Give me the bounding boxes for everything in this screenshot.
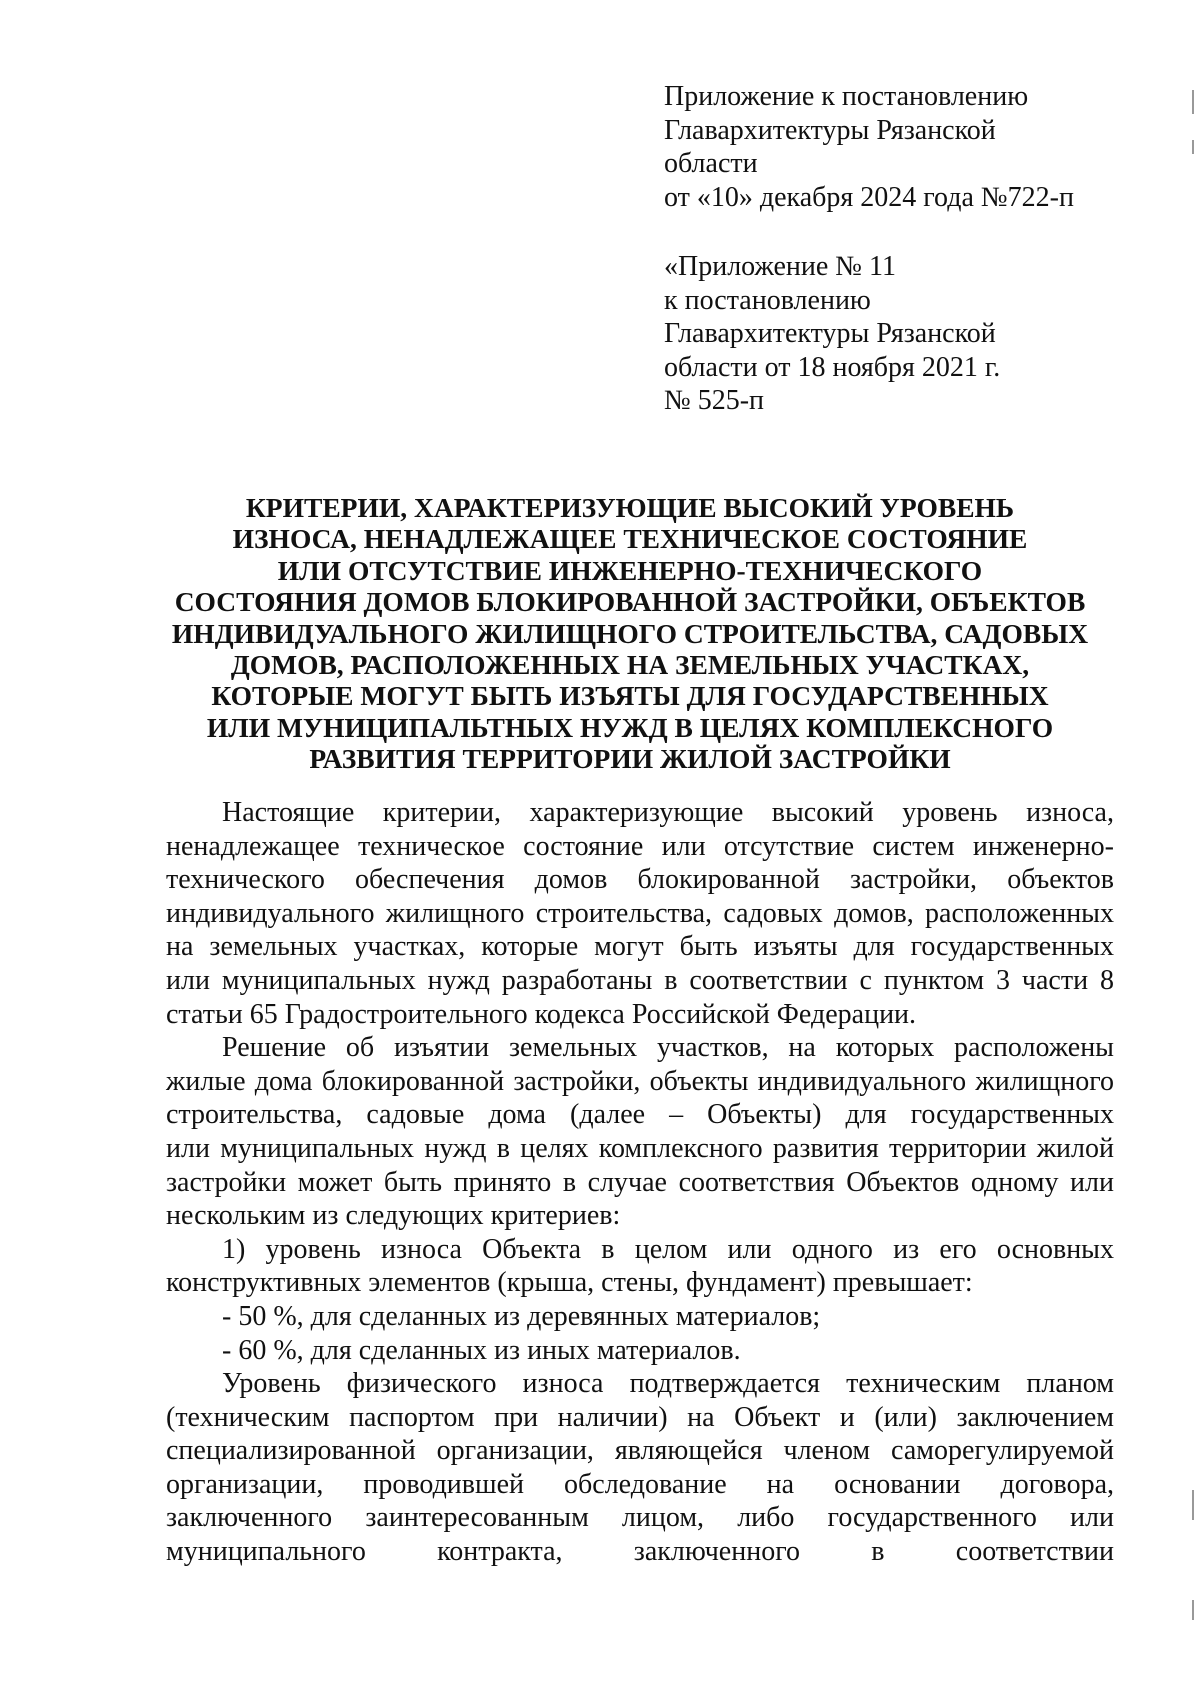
- paragraph-line: муниципального контракта, заключенного в соответствии: [166, 1536, 1114, 1568]
- paragraph-line: - 60 %, для сделанных из иных материалов.: [222, 1334, 741, 1366]
- paragraph-line: строительства, садовые дома (далее – Объекты) для государственных: [166, 1099, 1114, 1131]
- title-line: ДОМОВ, РАСПОЛОЖЕННЫХ НА ЗЕМЕЛЬНЫХ УЧАСТКАХ,: [230, 649, 1030, 681]
- paragraph-intro: [166, 796, 1114, 1031]
- paragraph-line: заключенного заинтересованным лицом, либо государственного или: [166, 1502, 1114, 1534]
- title-line: РАЗВИТИЯ ТЕРРИТОРИИ ЖИЛОЙ ЗАСТРОЙКИ: [309, 743, 951, 775]
- attachment-header: [664, 80, 1134, 214]
- paragraph-line: застройки может быть принято в случае соответствия Объектов одному или: [166, 1166, 1114, 1198]
- paragraph-line: - 50 %, для сделанных из деревянных материалов;: [222, 1300, 821, 1332]
- attachment-original-line: к постановлению: [664, 284, 871, 316]
- title-line: СОСТОЯНИЯ ДОМОВ БЛОКИРОВАННОЙ ЗАСТРОЙКИ, ОБЪЕКТОВ: [174, 586, 1086, 618]
- paragraph-decision: [166, 1031, 1114, 1233]
- paragraph-line: специализированной организации, являющейся членом саморегулируемой: [166, 1435, 1114, 1467]
- scan-edge-mark: [1192, 1600, 1194, 1620]
- scan-edge-mark: [1192, 1490, 1194, 1520]
- paragraph-line: технического обеспечения домов блокированной застройки, объектов: [166, 864, 1114, 896]
- title-line: ИЛИ ОТСУТСТВИЕ ИНЖЕНЕРНО-ТЕХНИЧЕСКОГО: [277, 554, 983, 586]
- criterion-1-wood: [166, 1300, 1114, 1334]
- attachment-original-line: области от 18 ноября 2021 г.: [664, 351, 1001, 383]
- paragraph-line: конструктивных элементов (крыша, стены, фундамент) превышает:: [166, 1267, 973, 1299]
- attachment-original-line: «Приложение № 11: [664, 251, 896, 282]
- title-line: ИНДИВИДУАЛЬНОГО ЖИЛИЩНОГО СТРОИТЕЛЬСТВА, САДОВЫХ: [171, 617, 1089, 649]
- paragraph-line: индивидуального жилищного строительства, садовых домов, расположенных: [166, 897, 1114, 929]
- title-line: КОТОРЫЕ МОГУТ БЫТЬ ИЗЪЯТЫ ДЛЯ ГОСУДАРСТВЕННЫХ: [211, 680, 1049, 712]
- attachment-original-line: № 525-п: [664, 385, 765, 416]
- document-title: [150, 492, 1110, 775]
- paragraph-line: ненадлежащее техническое состояние или отсутствие систем инженерно-: [166, 830, 1114, 862]
- criterion-1-other: [166, 1334, 1114, 1368]
- paragraph-line: Решение об изъятии земельных участков, на которых расположены: [222, 1032, 1114, 1064]
- attachment-header-line: от «10» декабря 2024 года №722-п: [664, 181, 1074, 213]
- title-line: ИЛИ МУНИЦИПАЛЬТНЫХ НУЖД В ЦЕЛЯХ КОМПЛЕКСНОГО: [206, 711, 1054, 743]
- paragraph-line: статьи 65 Градостроительного кодекса Российской Федерации.: [166, 998, 917, 1030]
- paragraph-line: организации, проводившей обследование на основании договора,: [166, 1468, 1114, 1500]
- scan-edge-mark: [1192, 140, 1194, 154]
- paragraph-physical-wear: [166, 1367, 1114, 1569]
- attachment-header-line: Главархитектуры Рязанской: [664, 114, 996, 146]
- paragraph-line: Настоящие критерии, характеризующие высокий уровень износа,: [222, 797, 1114, 828]
- paragraph-line: (техническим паспортом при наличии) на Объект и (или) заключением: [166, 1401, 1114, 1433]
- paragraph-line: или муниципальных нужд в целях комплексного развития территории жилой: [166, 1132, 1114, 1164]
- attachment-original-line: Главархитектуры Рязанской: [664, 318, 996, 349]
- scan-edge-mark: [1192, 90, 1194, 114]
- paragraph-line: на земельных участках, которые могут быть изъяты для государственных: [166, 931, 1114, 963]
- paragraph-line: жилые дома блокированной застройки, объекты индивидуального жилищного: [166, 1065, 1114, 1097]
- document-body: [166, 796, 1114, 1569]
- criterion-1: [166, 1233, 1114, 1300]
- paragraph-line: или муниципальных нужд разработаны в соответствии с пунктом 3 части 8: [166, 964, 1114, 996]
- title-line: КРИТЕРИИ, ХАРАКТЕРИЗУЮЩИЕ ВЫСОКИЙ УРОВЕНЬ: [245, 492, 1015, 523]
- paragraph-line: Уровень физического износа подтверждается техническим планом: [222, 1368, 1114, 1400]
- paragraph-line: 1) уровень износа Объекта в целом или одного из его основных: [222, 1233, 1114, 1265]
- title-line: ИЗНОСА, НЕНАДЛЕЖАЩЕЕ ТЕХНИЧЕСКОЕ СОСТОЯНИЕ: [232, 523, 1028, 555]
- attachment-original-reference: [664, 250, 1134, 418]
- paragraph-line: нескольким из следующих критериев:: [166, 1200, 621, 1232]
- attachment-header-line: области: [664, 148, 758, 179]
- attachment-header-line: Приложение к постановлению: [664, 81, 1029, 112]
